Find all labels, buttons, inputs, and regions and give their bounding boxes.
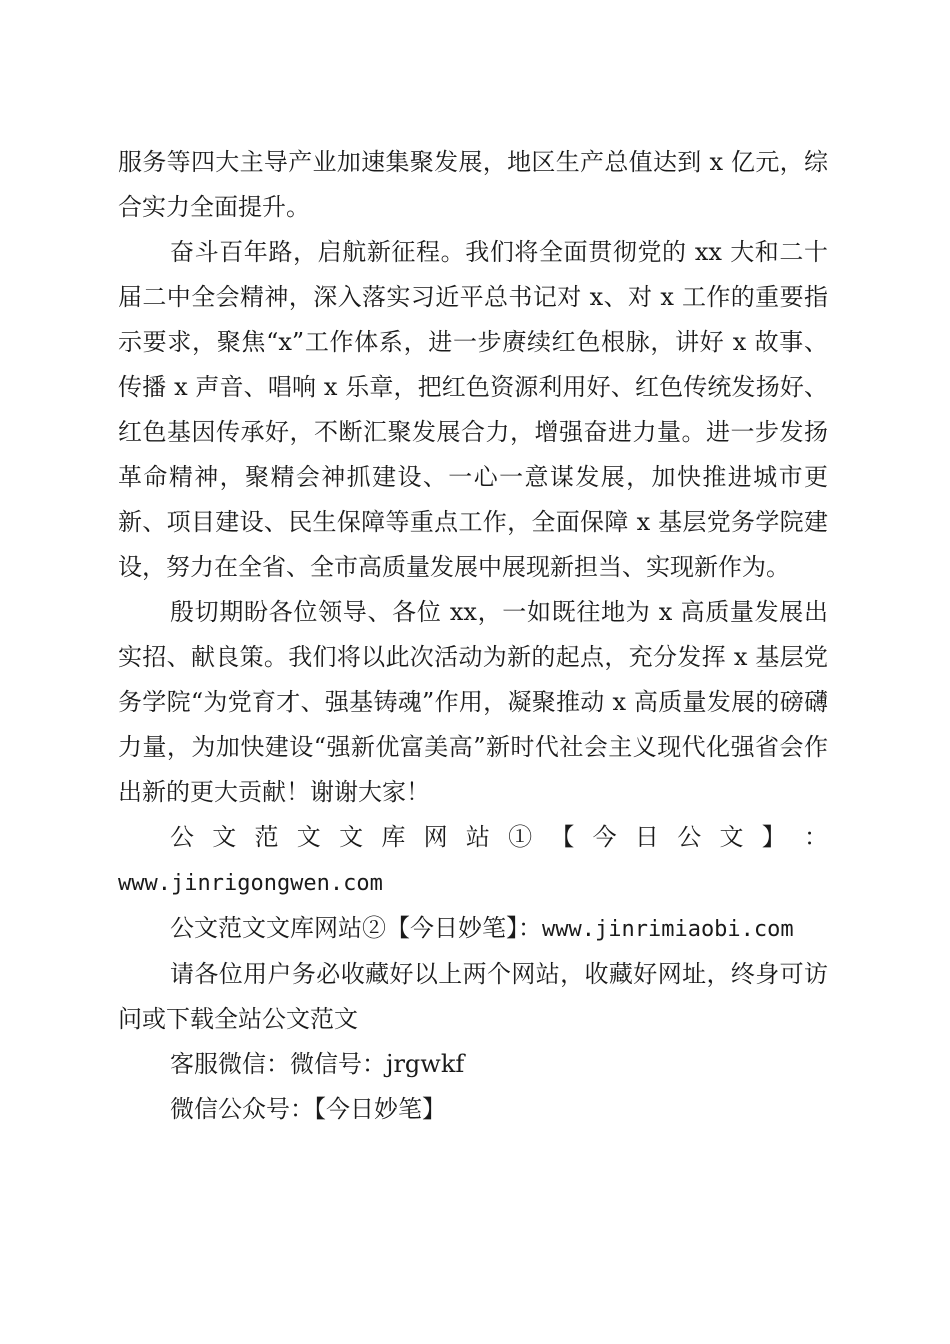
site-1-url-text: www.jinrigongwen.com (118, 871, 383, 896)
site-1-url (118, 860, 828, 906)
service-line: 客服微信：微信号：jrgwkf (170, 1050, 465, 1078)
paragraph-1: 服务等四大主导产业加速集聚发展，地区生产总值达到 x 亿元，综合实力全面提升。 (118, 148, 828, 221)
official-account-line: 微信公众号：【今日妙笔】 (170, 1095, 446, 1123)
site-2-line (118, 906, 828, 952)
site-2-label: 公文范文文库网站②【今日妙笔】： (170, 914, 542, 942)
notice-paragraph: 请各位用户务必收藏好以上两个网站，收藏好网址，终身可访问或下载全站公文范文 (118, 960, 828, 1033)
paragraph-2: 奋斗百年路，启航新征程。我们将全面贯彻党的 xx 大和二十届二中全会精神，深入落实习近平总书记对 x、对 x 工作的重要指示要求，聚焦“x”工作体系，进一步赓续红色根脉，讲好 x 故事、传播 x 声音、唱响 x 乐章，把红色资源利用好、红色传统发扬好、红色基因传承好，不断汇聚发展合力，增强奋进力量。进一步发扬革命精神，聚精会神抓建设、一心一意谋发展，加快推进城市更新、项目建设、民生保障等重点工作，全面保障 x 基层党务学院建设，努力在全省、全市高质量发展中展现新担当、实现新作为。 (118, 238, 828, 581)
paragraph-3: 殷切期盼各位领导、各位 xx，一如既往地为 x 高质量发展出实招、献良策。我们将以此次活动为新的起点，充分发挥 x 基层党务学院“为党育才、强基铸魂”作用，凝聚推动 x 高质量发展的磅礴力量，为加快建设“强新优富美高”新时代社会主义现代化强省会作出新的更大贡献！谢谢大家！ (118, 598, 828, 806)
site-2-url: www.jinrimiaobi.com (542, 917, 794, 942)
document-body (118, 140, 828, 1132)
site-1-label: 公 文 范 文 文 库 网 站 ① 【 今 日 公 文 】 ： (170, 823, 828, 851)
